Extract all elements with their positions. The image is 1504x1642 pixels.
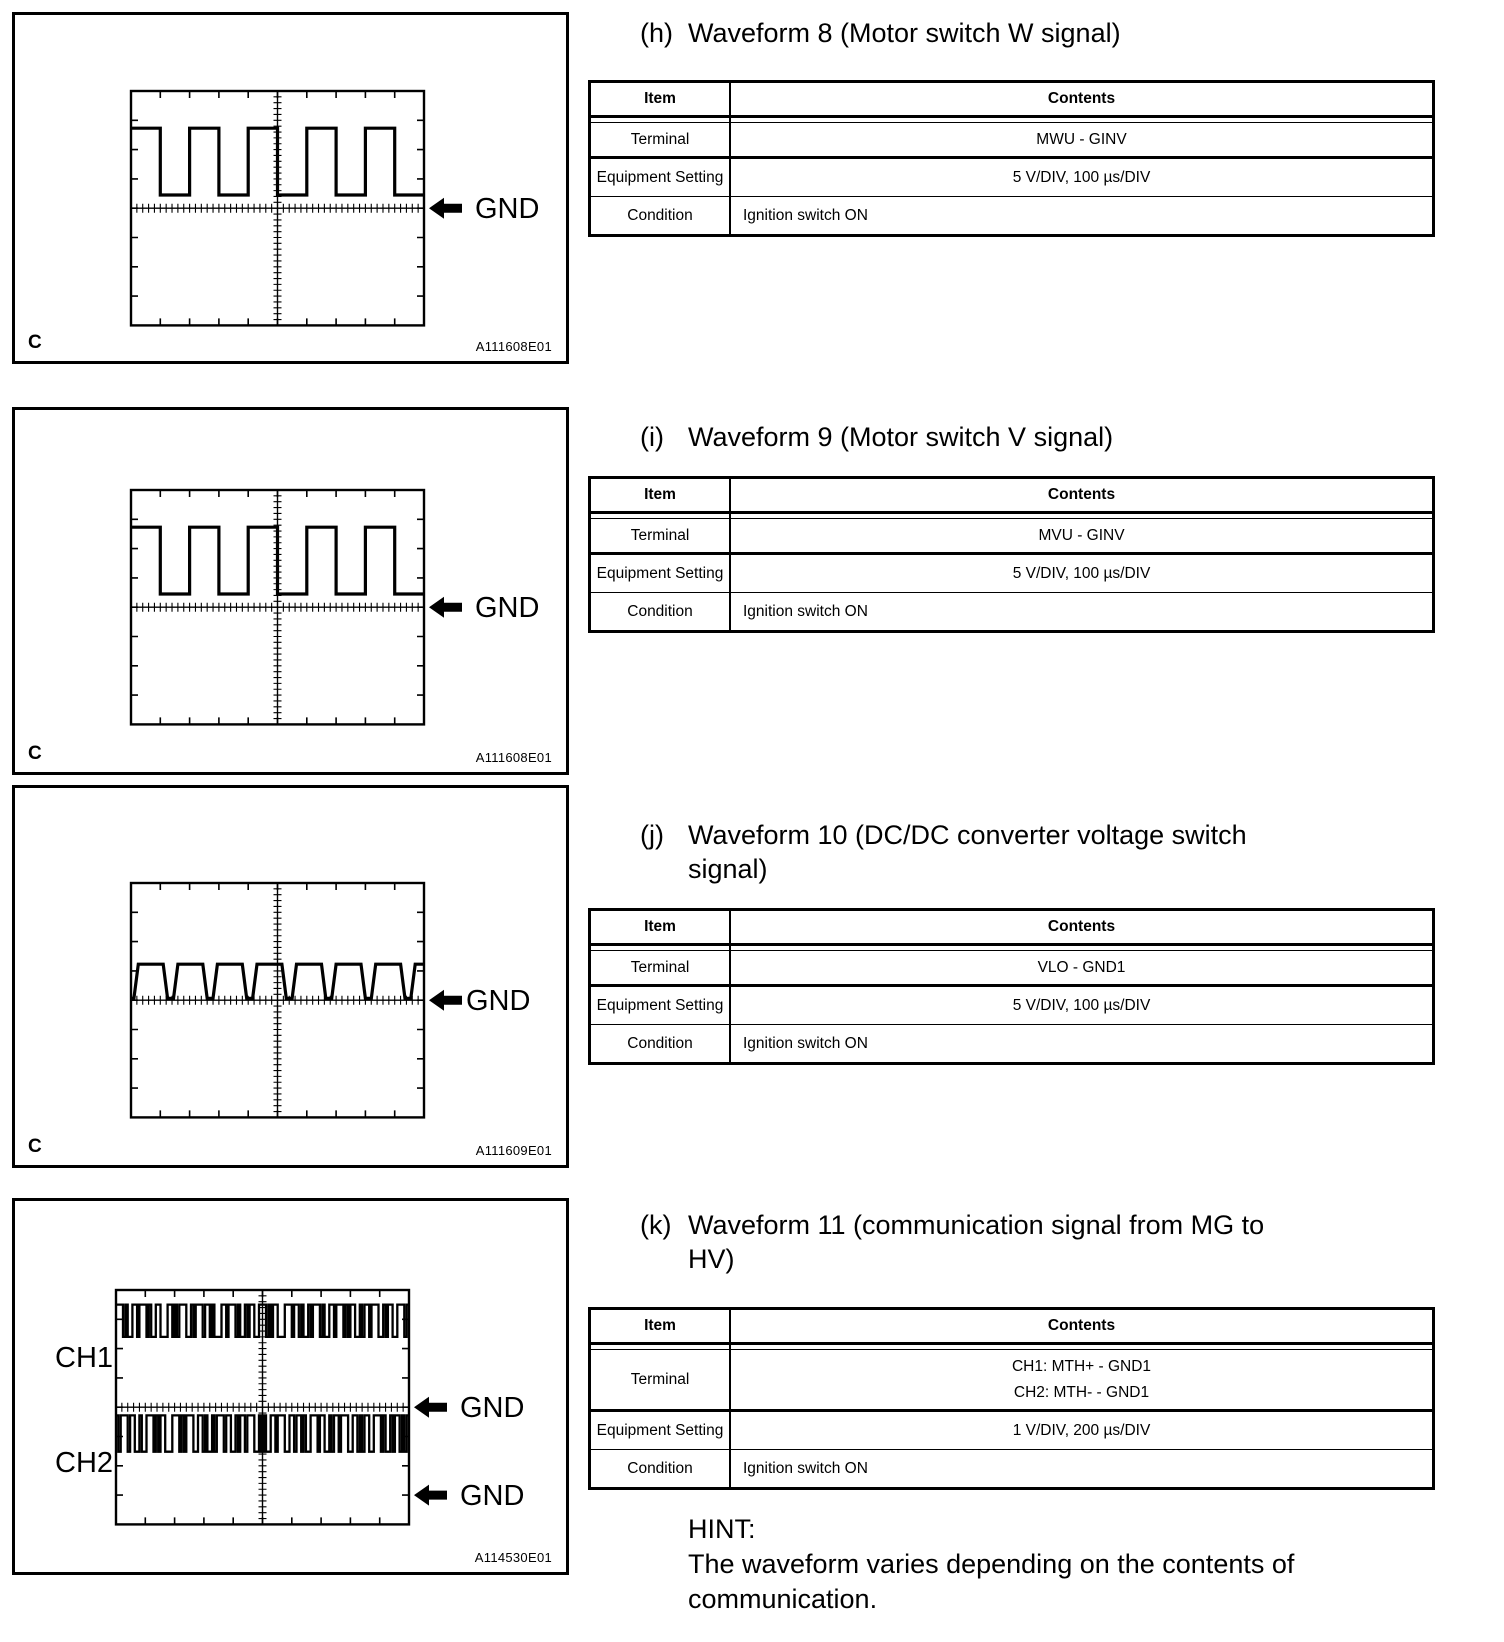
gnd-arrow-icon [414,1397,447,1418]
column-header-item: Item [591,1310,731,1342]
scope-screen-waveform8 [15,15,566,361]
gnd-label: GND [475,193,540,226]
table-header-row [591,83,1432,118]
figure-code: A114530E01 [474,1550,552,1565]
table-row-terminal: Terminal MWU - GINV [591,123,1432,159]
table-row-equipment-setting: Equipment Setting 5 V/DIV, 100 µs/DIV [591,555,1432,593]
section-title: Waveform 9 (Motor switch V signal) [688,422,1114,452]
channel-label: CH2 [55,1447,114,1479]
cell-value: CH1: MTH+ - GND1 [1011,1357,1152,1375]
section-title: Waveform 11 (communication signal from MG to HV) [688,1210,1265,1274]
figure-code: A111608E01 [475,750,552,765]
table-row-condition: Condition Ignition switch ON [591,1450,1432,1487]
section-heading-h [640,16,1121,50]
cell-value: Ignition switch ON [743,1034,868,1052]
section-heading-i [640,420,1113,454]
oscilloscope-figure-waveform9 [12,407,569,775]
oscilloscope-figure-waveform8 [12,12,569,364]
scope-screen-waveform10 [15,788,566,1165]
figure-code: A111608E01 [475,339,552,354]
cell-value: 5 V/DIV, 100 µs/DIV [1012,168,1151,186]
table-row-equipment-setting: Equipment Setting 5 V/DIV, 100 µs/DIV [591,159,1432,197]
figure-corner-label: C [28,1136,42,1157]
scope-screen-waveform9 [15,410,566,772]
hint-text-line: communication. [688,1584,878,1614]
column-header-contents: Contents [1047,918,1116,935]
table-row-condition: Condition Ignition switch ON [591,197,1432,234]
scope-screen-waveform11 [15,1201,566,1572]
table-header-row [591,1310,1432,1345]
cell-value: 5 V/DIV, 100 µs/DIV [1012,996,1151,1014]
section-label: (i) [640,422,664,452]
section-label: (h) [640,18,673,48]
cell-value: 1 V/DIV, 200 µs/DIV [1012,1421,1151,1439]
table-header-row [591,479,1432,514]
cell-value: Ignition switch ON [743,206,868,224]
spec-table-waveform9 [588,476,1435,633]
gnd-arrow-icon [414,1485,447,1506]
gnd-arrow-icon [429,990,462,1011]
section-heading-k [640,1208,1264,1276]
gnd-label: GND [466,985,531,1018]
cell-value: Ignition switch ON [743,1459,868,1477]
spec-table-waveform11 [588,1307,1435,1490]
spec-table-waveform8 [588,80,1435,237]
hint-text-line: The waveform varies depending on the contents of [688,1549,1295,1579]
section-heading-j [640,818,1247,886]
channel-label: CH1 [55,1342,114,1374]
table-row-terminal: Terminal VLO - GND1 [591,951,1432,987]
waveform-trace [131,527,424,594]
figure-corner-label: C [28,332,42,353]
section-label: (j) [640,820,664,850]
table-header-row [591,911,1432,946]
cell-value: Ignition switch ON [743,602,868,620]
gnd-arrow-icon [429,198,462,219]
section-title: Waveform 10 (DC/DC converter voltage switch signal) [688,820,1247,884]
table-row-terminal: Terminal CH1: MTH+ - GND1 CH2: MTH- - GND1 [591,1350,1432,1412]
oscilloscope-figure-waveform10 [12,785,569,1168]
table-row-condition: Condition Ignition switch ON [591,1025,1432,1062]
oscilloscope-figure-waveform11 [12,1198,569,1575]
section-title: Waveform 8 (Motor switch W signal) [688,18,1121,48]
cell-value: MVU - GINV [1038,526,1125,544]
table-row-equipment-setting: Equipment Setting 1 V/DIV, 200 µs/DIV [591,1412,1432,1450]
cell-value: CH2: MTH- - GND1 [1013,1383,1150,1401]
column-header-contents: Contents [1047,486,1116,503]
gnd-label: GND [460,1392,525,1425]
hint-title: HINT: [688,1514,756,1544]
cell-value: VLO - GND1 [1037,958,1126,976]
section-label: (k) [640,1210,672,1240]
spec-table-waveform10 [588,908,1435,1065]
figure-corner-label: C [28,743,42,764]
waveform-trace [131,128,424,195]
column-header-item: Item [591,83,731,115]
hint-block [688,1512,1294,1617]
table-row-equipment-setting: Equipment Setting 5 V/DIV, 100 µs/DIV [591,987,1432,1025]
cell-value: 5 V/DIV, 100 µs/DIV [1012,564,1151,582]
gnd-label: GND [475,592,540,625]
column-header-item: Item [591,911,731,943]
column-header-contents: Contents [1047,90,1116,107]
cell-value: MWU - GINV [1036,130,1127,148]
gnd-arrow-icon [429,597,462,618]
table-row-condition: Condition Ignition switch ON [591,593,1432,630]
column-header-contents: Contents [1047,1317,1116,1334]
column-header-item: Item [591,479,731,511]
figure-code: A111609E01 [475,1143,552,1158]
table-row-terminal: Terminal MVU - GINV [591,519,1432,555]
gnd-label: GND [460,1480,525,1513]
